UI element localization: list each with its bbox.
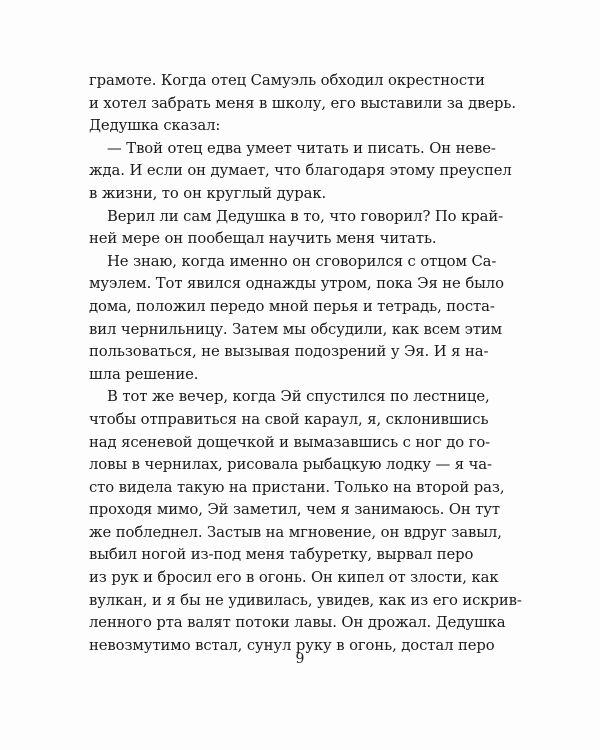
text-line: шла решение.: [89, 365, 199, 383]
text-line: вил чернильницу. Затем мы обсудили, как всем этим: [89, 320, 503, 338]
page-number: 9: [295, 651, 305, 667]
text-line: проходя мимо, Эй заметил, чем я занимаюсь. Он тут: [89, 501, 500, 519]
text-line: вулкан, и я бы не удивилась, увидев, как из его искрив-: [89, 591, 522, 609]
text-line: — Твой отец едва умеет читать и писать. Он неве-: [107, 139, 496, 157]
text-line: в жизни, то он круглый дурак.: [89, 184, 327, 202]
text-line: и хотел забрать меня в школу, его выставили за дверь.: [89, 94, 516, 112]
text-line: жда. И если он думает, что благодаря этому преуспел: [89, 162, 512, 180]
body-text: [89, 70, 522, 657]
text-line: выбил ногой из-под меня табуретку, вырвал перо: [89, 546, 474, 564]
text-line: дома, положил передо мной перья и тетрадь, поста-: [89, 297, 495, 315]
text-line: же побледнел. Застыв на мгновение, он вдруг завыл,: [89, 523, 502, 541]
text-line: ней мере он пообещал научить меня читать.: [89, 230, 437, 248]
text-line: ловы в чернилах, рисовала рыбацкую лодку — я ча-: [89, 456, 492, 474]
text-line: чтобы отправиться на свой караул, я, склонившись: [89, 410, 489, 428]
text-line: грамоте. Когда отец Самуэль обходил окрестности: [89, 72, 485, 89]
text-line: В тот же вечер, когда Эй спустился по лестнице,: [107, 388, 490, 406]
text-line: ленного рта валят потоки лавы. Он дрожал. Дедушка: [89, 614, 506, 632]
text-line: над ясеневой дощечкой и вымазавшись с ног до го-: [89, 433, 491, 451]
text-line: сто видела такую на пристани. Только на второй раз,: [89, 478, 505, 496]
text-line: Дедушка сказал:: [89, 117, 221, 135]
text-line: муэлем. Тот явился однажды утром, пока Эя не было: [89, 275, 504, 293]
text-line: пользоваться, не вызывая подозрений у Эя. И я на-: [89, 343, 489, 361]
text-line: Не знаю, когда именно он сговорился с отцом Са-: [107, 252, 497, 270]
text-line: из рук и бросил его в огонь. Он кипел от злости, как: [89, 569, 499, 587]
text-line: невозмутимо встал, сунул руку в огонь, достал перо: [89, 636, 495, 654]
text-line: Верил ли сам Дедушка в то, что говорил? По край-: [107, 207, 503, 225]
